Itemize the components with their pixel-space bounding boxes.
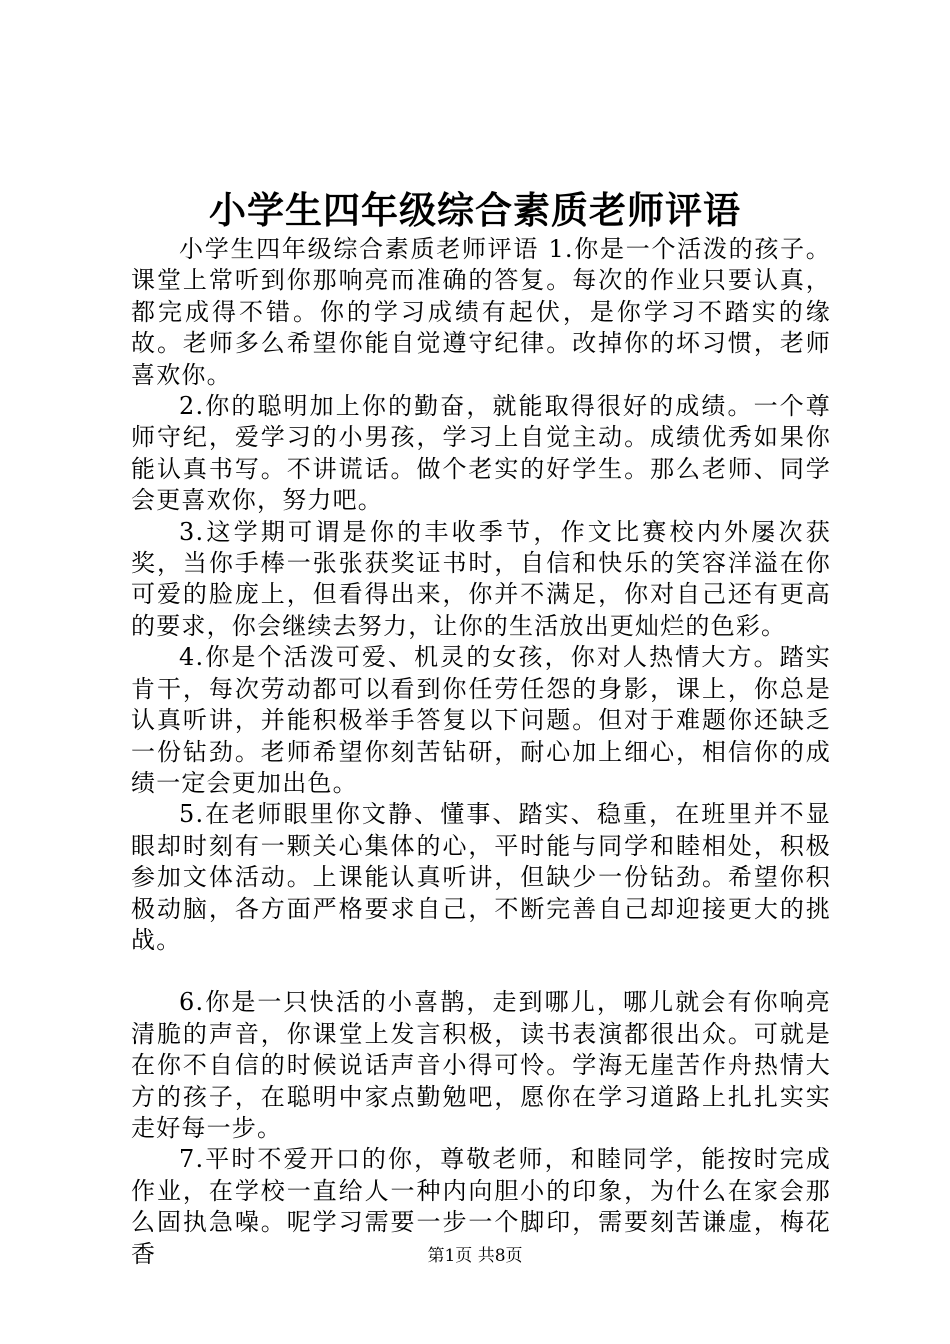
paragraph-4: 4.你是个活泼可爱、机灵的女孩，你对人热情大方。踏实肯干，每次劳动都可以看到你任劳任怨的身影，课上，你总是认真听讲，并能积极举手答复以下问题。但对于难题你还缺乏一份钻劲。老师希望你刻苦钻研，耐心加上细心，相信你的成绩一定会更加出色。 xyxy=(131,643,831,797)
paragraph-5: 5.在老师眼里你文静、懂事、踏实、稳重，在班里并不显眼却时刻有一颗关心集体的心，平时能与同学和睦相处，积极参加文体活动。上课能认真听讲，但缺少一份钻劲。希望你积极动脑，各方面严格要求自己，不断完善自己却迎接更大的挑战。 xyxy=(131,800,831,954)
paragraph-1: 小学生四年级综合素质老师评语 1.你是一个活泼的孩子。课堂上常听到你那响亮而准确的答复。每次的作业只要认真，都完成得不错。你的学习成绩有起伏，是你学习不踏实的缘故。老师多么希望你能自觉遵守纪律。改掉你的坏习惯，老师喜欢你。 xyxy=(131,235,831,389)
paragraph-3: 3.这学期可谓是你的丰收季节，作文比赛校内外屡次获奖，当你手棒一张张获奖证书时，自信和快乐的笑容洋溢在你可爱的脸庞上，但看得出来，你并不满足，你对自己还有更高的要求，你会继续去努力，让你的生活放出更灿烂的色彩。 xyxy=(131,517,831,640)
document-title: 小学生四年级综合素质老师评语 xyxy=(209,188,741,232)
paragraph-2: 2.你的聪明加上你的勤奋，就能取得很好的成绩。一个尊师守纪，爱学习的小男孩，学习上自觉主动。成绩优秀如果你能认真书写。不讲谎话。做个老实的好学生。那么老师、同学会更喜欢你，努力吧。 xyxy=(131,392,831,515)
page-footer: 第1页 共8页 xyxy=(427,1246,523,1266)
document-body xyxy=(131,234,831,1270)
paragraph-7: 7.平时不爱开口的你，尊敬老师，和睦同学，能按时完成作业，在学校一直给人一种内向胆小的印象，为什么在家会那么固执急噪。呢学习需要一步一个脚印，需要刻苦谦虚，梅花香 xyxy=(131,1145,831,1268)
paragraph-6: 6.你是一只快活的小喜鹊，走到哪儿，哪儿就会有你响亮清脆的声音，你课堂上发言积极，读书表演都很出众。可就是在你不自信的时候说话声音小得可怜。学海无崖苦作舟热情大方的孩子，在聪明中家点勤勉吧，愿你在学习道路上扎扎实实走好每一步。 xyxy=(131,988,831,1142)
